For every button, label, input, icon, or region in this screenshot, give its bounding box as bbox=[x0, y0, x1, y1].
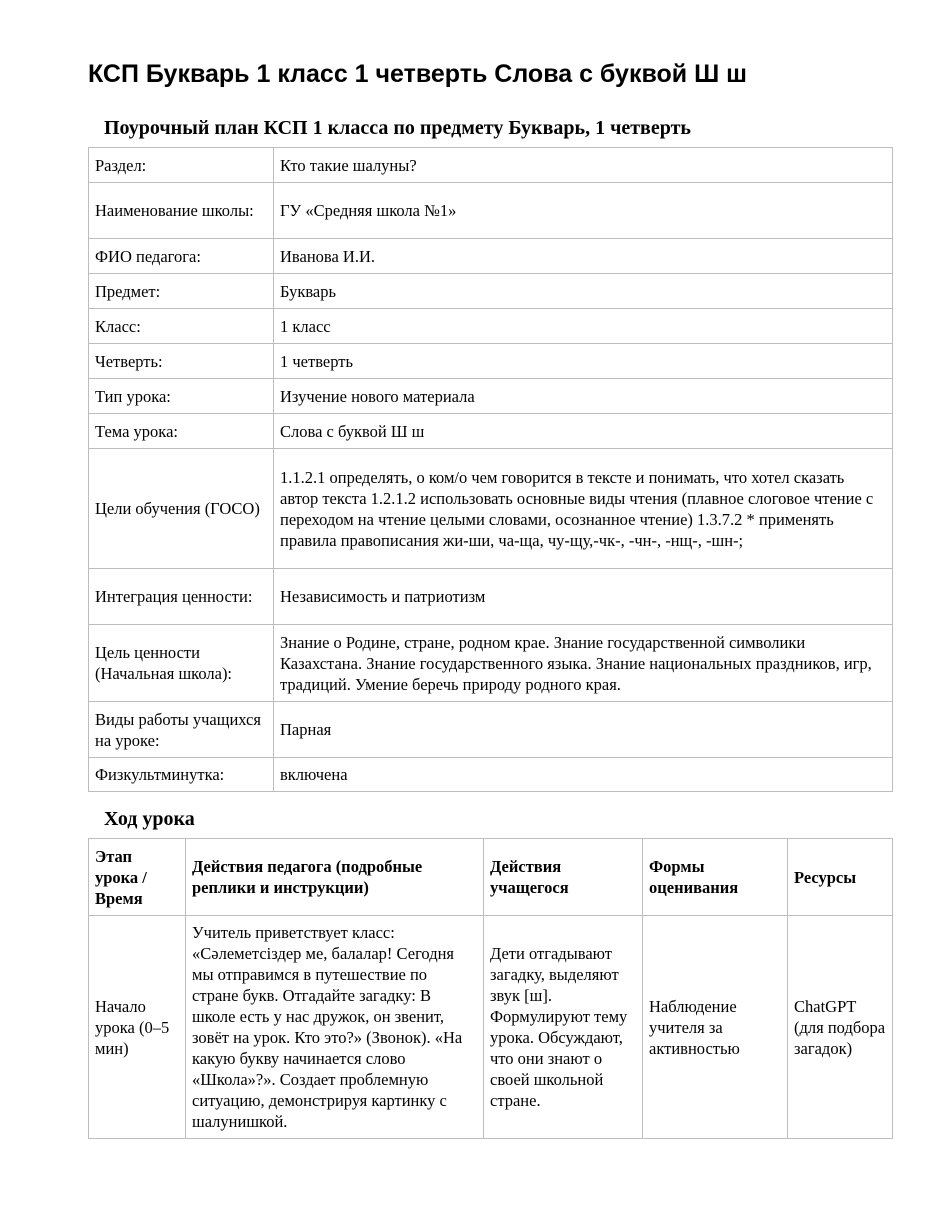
table-row bbox=[89, 916, 893, 1139]
plan-heading: Поурочный план КСП 1 класса по предмету Букварь, 1 четверть bbox=[104, 117, 691, 139]
info-value: Букварь bbox=[274, 274, 893, 309]
info-value: Парная bbox=[274, 702, 893, 758]
info-value: 1 четверть bbox=[274, 344, 893, 379]
info-value: ГУ «Средняя школа №1» bbox=[274, 183, 893, 239]
table-cell: Начало урока (0–5 мин) bbox=[89, 916, 186, 1139]
table-row bbox=[89, 183, 893, 239]
table-row bbox=[89, 625, 893, 702]
lesson-info-table bbox=[88, 147, 893, 792]
table-cell: Учитель приветствует класс: «Сәлеметсіздер ме, балалар! Сегодня мы отправимся в путешествие по стране букв. Отгадайте загадку: В школе есть у нас дружок, он звенит, зовёт на урок. Кто это?» (Звонок). «На какую букву начинается слово «Школа»?». Создает проблемную ситуацию, демонстрируя картинку с шалунишкой. bbox=[186, 916, 484, 1139]
table-row bbox=[89, 379, 893, 414]
info-label: Раздел: bbox=[89, 148, 274, 183]
info-label: Четверть: bbox=[89, 344, 274, 379]
info-value: Изучение нового материала bbox=[274, 379, 893, 414]
table-row bbox=[89, 758, 893, 792]
info-label: Виды работы учащихся на уроке: bbox=[89, 702, 274, 758]
column-header: Ресурсы bbox=[788, 839, 893, 916]
info-value: 1.1.2.1 определять, о ком/о чем говорится в тексте и понимать, что хотел сказать автор текста 1.2.1.2 использовать основные виды чтения (плавное слоговое чтение с переходом на чтение целыми словами, осознанное чтение) 1.3.7.2 * применять правила правописания жи-ши, ча-ща, чу-щу,-чк-, -чн-, -нщ-, -шн-; bbox=[274, 449, 893, 569]
info-value: включена bbox=[274, 758, 893, 792]
table-row bbox=[89, 414, 893, 449]
lesson-heading: Ход урока bbox=[104, 808, 195, 830]
table-header-row bbox=[89, 839, 893, 916]
table-row bbox=[89, 449, 893, 569]
info-label: Наименование школы: bbox=[89, 183, 274, 239]
table-row bbox=[89, 702, 893, 758]
info-label: Интеграция ценности: bbox=[89, 569, 274, 625]
table-cell: Наблюдение учителя за активностью bbox=[643, 916, 788, 1139]
lesson-flow-table bbox=[88, 838, 893, 1139]
column-header: Этап урока / Время bbox=[89, 839, 186, 916]
table-row bbox=[89, 569, 893, 625]
document-title: КСП Букварь 1 класс 1 четверть Слова с буквой Ш ш bbox=[88, 60, 747, 88]
column-header: Действия учащегося bbox=[484, 839, 643, 916]
info-value: Независимость и патриотизм bbox=[274, 569, 893, 625]
table-cell: ChatGPT (для подбора загадок) bbox=[788, 916, 893, 1139]
info-label: Класс: bbox=[89, 309, 274, 344]
info-value: Слова с буквой Ш ш bbox=[274, 414, 893, 449]
info-label: Тема урока: bbox=[89, 414, 274, 449]
info-label: Предмет: bbox=[89, 274, 274, 309]
column-header: Действия педагога (подробные реплики и инструкции) bbox=[186, 839, 484, 916]
info-label: Физкультминутка: bbox=[89, 758, 274, 792]
table-row bbox=[89, 274, 893, 309]
table-row bbox=[89, 344, 893, 379]
table-row bbox=[89, 148, 893, 183]
info-label: Тип урока: bbox=[89, 379, 274, 414]
column-header: Формы оценивания bbox=[643, 839, 788, 916]
info-value: Знание о Родине, стране, родном крае. Знание государственной символики Казахстана. Знание государственного языка. Знание национальных праздников, игр, традиций. Умение беречь природу родного края. bbox=[274, 625, 893, 702]
table-cell: Дети отгадывают загадку, выделяют звук [ш]. Формулируют тему урока. Обсуждают, что они знают о своей школьной стране. bbox=[484, 916, 643, 1139]
info-label: Цель ценности (Начальная школа): bbox=[89, 625, 274, 702]
info-value: Иванова И.И. bbox=[274, 239, 893, 274]
info-value: 1 класс bbox=[274, 309, 893, 344]
info-label: Цели обучения (ГОСО) bbox=[89, 449, 274, 569]
table-row bbox=[89, 309, 893, 344]
info-value: Кто такие шалуны? bbox=[274, 148, 893, 183]
table-row bbox=[89, 239, 893, 274]
info-label: ФИО педагога: bbox=[89, 239, 274, 274]
